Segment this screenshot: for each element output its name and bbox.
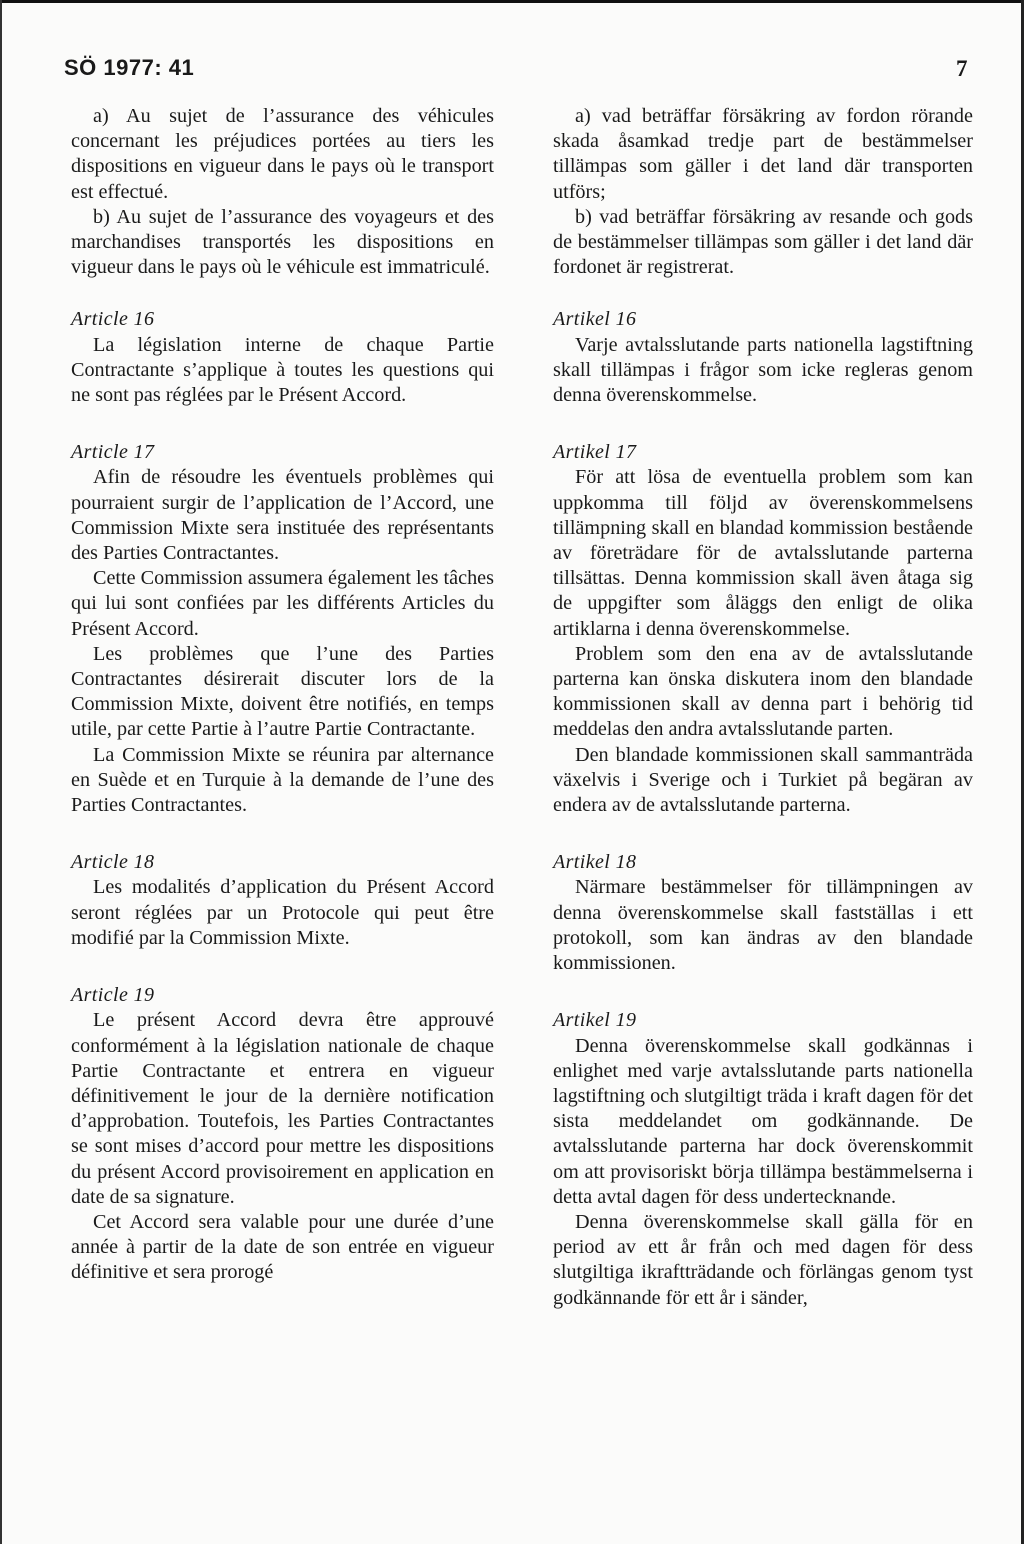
swedish-intro-b: b) vad beträffar försäkring av resande och gods de bestämmelser tillämpas som gäller i det land där fordonet är registrerat. <box>553 205 973 279</box>
swedish-intro-a: a) vad beträffar försäkring av fordon rörande skada åsamkad tredje part de bestämmelser tillämpas som gäller i det land där transporten utförs; <box>553 105 973 203</box>
swedish-article-18-heading: Artikel 18 <box>553 851 637 874</box>
top-border <box>0 0 1024 3</box>
french-article-19-para-2: Cet Accord sera valable pour une durée d’une année à partir de la date de son entrée en vigueur définitive et sera prorogé <box>71 1210 494 1284</box>
french-article-17-para-3: Les problèmes que l’une des Parties Contractantes désirerait discuter lors de la Commission Mixte, doivent être notifiés, en temps utile, par cette Partie à l’autre Partie Contractante. <box>71 642 494 741</box>
swedish-article-18-text: Närmare bestämmelser för tillämpningen av denna överenskommelse skall fastställas i ett protokoll, som kan ändras av den blandade kommissionen. <box>553 876 973 975</box>
french-article-18-heading: Article 18 <box>71 851 155 874</box>
french-article-17-heading: Article 17 <box>71 441 155 464</box>
french-intro-b: b) Au sujet de l’assurance des voyageurs et des marchandises transportés les dispositions en vigueur dans le pays où le véhicule est immatriculé. <box>71 205 494 279</box>
swedish-article-17-heading: Artikel 17 <box>553 441 637 464</box>
swedish-article-16-text: Varje avtalsslutande parts nationella lagstiftning skall tillämpas i frågor som icke regleras genom denna överenskommelse. <box>553 333 973 407</box>
swedish-article-17-para-2: Problem som den ena av de avtalsslutande parterna kan önska diskutera inom den blandade kommissionen skall av denna part i behörig tid meddelas den andra avtalsslutande parten. <box>553 642 973 741</box>
swedish-column <box>553 104 973 1311</box>
left-border <box>0 0 2 1544</box>
document-reference: SÖ 1977: 41 <box>64 55 195 80</box>
swedish-article-19-para-1: Denna överenskommelse skall godkännas i enlighet med varje avtalsslutande parts nationella lagstiftning och slutgiltigt träda i kraft dagen för det sista meddelandet om godkännande. De avtalsslutande parterna har dock överenskommit om att provisoriskt börja tillämpa bestämmelserna i detta avtal dagen för dess undertecknande. <box>553 1034 973 1208</box>
french-article-17-para-2: Cette Commission assumera également les tâches qui lui sont confiées par les différents Articles du Présent Accord. <box>71 567 494 640</box>
swedish-article-17-para-1: För att lösa de eventuella problem som kan uppkomma till följd av överenskommelsens tillämpning skall en blandad kommission bestående av företrädare för de avtalsslutande parterna tillsättas. Denna kommission skall även åtaga sig de uppgifter som åläggs den enligt de olika artiklarna i denna överenskommelse. <box>553 466 973 640</box>
page-number: 7 <box>956 56 968 81</box>
swedish-article-19-heading: Artikel 19 <box>553 1009 637 1032</box>
french-intro-a: a) Au sujet de l’assurance des véhicules concernant les préjudices portées au tiers les dispositions en vigueur dans le pays où le transport est effectué. <box>71 105 494 203</box>
french-article-16-text: La législation interne de chaque Partie Contractante s’applique à toutes les questions qui ne sont pas réglées par le Présent Accord. <box>71 333 494 407</box>
french-article-19-heading: Article 19 <box>71 984 155 1007</box>
french-article-18-text: Les modalités d’application du Présent Accord seront réglées par un Protocole qui peut être modifié par la Commission Mixte. <box>71 876 494 949</box>
french-article-19-para-1: Le présent Accord devra être approuvé conformément à la législation nationale de chaque Partie Contractante et entrera en vigueur définitivement le jour de la dernière notification d’approbation. Toutefois, les Parties Contractantes se sont mises d’accord pour mettre les dispositions du présent Accord provisoirement en application en date de sa signature. <box>71 1009 494 1208</box>
french-article-17-para-1: Afin de résoudre les éventuels problèmes qui pourraient surgir de l’application de l’Accord, une Commission Mixte sera instituée des représentants des Parties Contractantes. <box>71 466 494 565</box>
french-column <box>71 104 494 1286</box>
swedish-article-17-para-3: Den blandade kommissionen skall sammanträda växelvis i Sverige och i Turkiet på begäran av endera av de avtalsslutande parterna. <box>553 743 973 817</box>
french-article-17-para-4: La Commission Mixte se réunira par alternance en Suède et en Turquie à la demande de l’une des Parties Contractantes. <box>71 743 494 817</box>
swedish-article-19-para-2: Denna överenskommelse skall gälla för en period av ett år från och med dagen för dess slutgiltiga ikraftträdande och förlängas genom tyst godkännande för ett år i sänder, <box>553 1210 973 1309</box>
french-article-16-heading: Article 16 <box>71 308 155 331</box>
swedish-article-16-heading: Artikel 16 <box>553 308 637 331</box>
